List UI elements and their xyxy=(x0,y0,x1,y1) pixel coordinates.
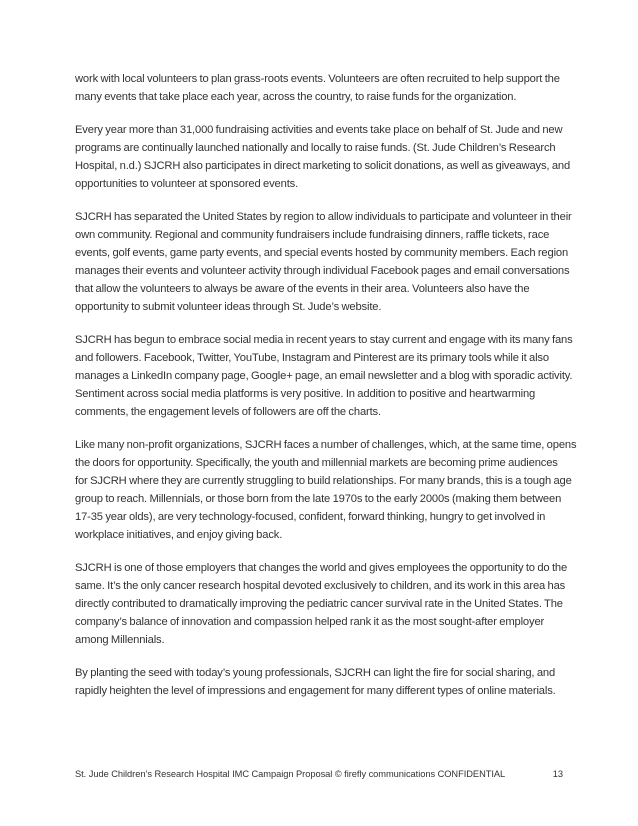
paragraph xyxy=(75,436,577,544)
text-line: work with local volunteers to plan grass-roots events. Volunteers are often recruited to help support the xyxy=(75,73,560,85)
text-line: events, golf events, game party events, and special events hosted by community members. Each region xyxy=(75,247,569,259)
text-line: Like many non-profit organizations, SJCRH faces a number of challenges, which, at the same time, opens xyxy=(75,439,577,451)
text-line: programs are continually launched nationally and locally to raise funds. (St. Jude Children’s Research xyxy=(75,142,556,154)
text-line: Sentiment across social media platforms is very positive. In addition to positive and heartwarming xyxy=(75,388,536,400)
text-line: among Millennials. xyxy=(75,634,165,646)
text-line: By planting the seed with today’s young professionals, SJCRH can light the fire for social sharing, and xyxy=(75,667,556,679)
text-line: SJCRH is one of those employers that changes the world and gives employees the opportunity to do the xyxy=(75,562,568,574)
paragraph xyxy=(75,70,567,106)
text-line: company’s balance of innovation and compassion helped rank it as the most sought-after employer xyxy=(75,616,545,628)
text-line: own community. Regional and community fundraisers include fundraising dinners, raffle tickets, race xyxy=(75,229,550,241)
paragraph xyxy=(75,331,573,421)
page-footer xyxy=(75,768,563,780)
text-line: directly contributed to dramatically improving the pediatric cancer survival rate in the United States. The xyxy=(75,598,563,610)
text-line: manages their events and volunteer activity through individual Facebook pages and email conversations xyxy=(75,265,570,277)
body-text xyxy=(75,70,577,715)
text-line: for SJCRH where they are currently struggling to build relationships. For many brands, this is a tough age xyxy=(75,475,572,487)
text-line: comments, the engagement levels of followers are off the charts. xyxy=(75,406,381,418)
paragraph xyxy=(75,208,572,316)
text-line: opportunities to volunteer at sponsored events. xyxy=(75,178,299,190)
text-line: SJCRH has separated the United States by region to allow individuals to participate and volunteer in their xyxy=(75,211,572,223)
text-line: SJCRH has begun to embrace social media in recent years to stay current and engage with its many fans xyxy=(75,334,573,346)
text-line: workplace initiatives, and enjoy giving back. xyxy=(75,529,283,541)
footer-text: St. Jude Children’s Research Hospital IMC Campaign Proposal © firefly communications CONFIDENTIAL xyxy=(75,769,506,779)
text-line: that allow the volunteers to always be aware of the events in their area. Volunteers also have the xyxy=(75,283,530,295)
text-line: 17-35 year olds), are very technology-focused, confident, forward thinking, hungry to get involved in xyxy=(75,511,546,523)
text-line: rapidly heighten the level of impressions and engagement for many different types of online materials. xyxy=(75,685,556,697)
text-line: many events that take place each year, across the country, to raise funds for the organization. xyxy=(75,91,517,103)
page-number: 13 xyxy=(552,769,563,779)
paragraph xyxy=(75,121,571,193)
text-line: same. It’s the only cancer research hospital devoted exclusively to children, and its work in this area has xyxy=(75,580,566,592)
text-line: and followers. Facebook, Twitter, YouTube, Instagram and Pinterest are its primary tools while it also xyxy=(75,352,549,364)
text-line: manages a LinkedIn company page, Google+ page, an email newsletter and a blog with sporadic activity. xyxy=(75,370,573,382)
paragraph xyxy=(75,559,567,649)
paragraph xyxy=(75,664,567,700)
text-line: opportunity to submit volunteer ideas through St. Jude’s website. xyxy=(75,301,382,313)
text-line: the doors for opportunity. Specifically, the youth and millennial markets are becoming prime audiences xyxy=(75,457,558,469)
text-line: Every year more than 31,000 fundraising activities and events take place on behalf of St. Jude and new xyxy=(75,124,563,136)
text-line: group to reach. Millennials, or those born from the late 1970s to the early 2000s (making them between xyxy=(75,493,562,505)
text-line: Hospital, n.d.) SJCRH also participates in direct marketing to solicit donations, as well as giveaways, and xyxy=(75,160,571,172)
